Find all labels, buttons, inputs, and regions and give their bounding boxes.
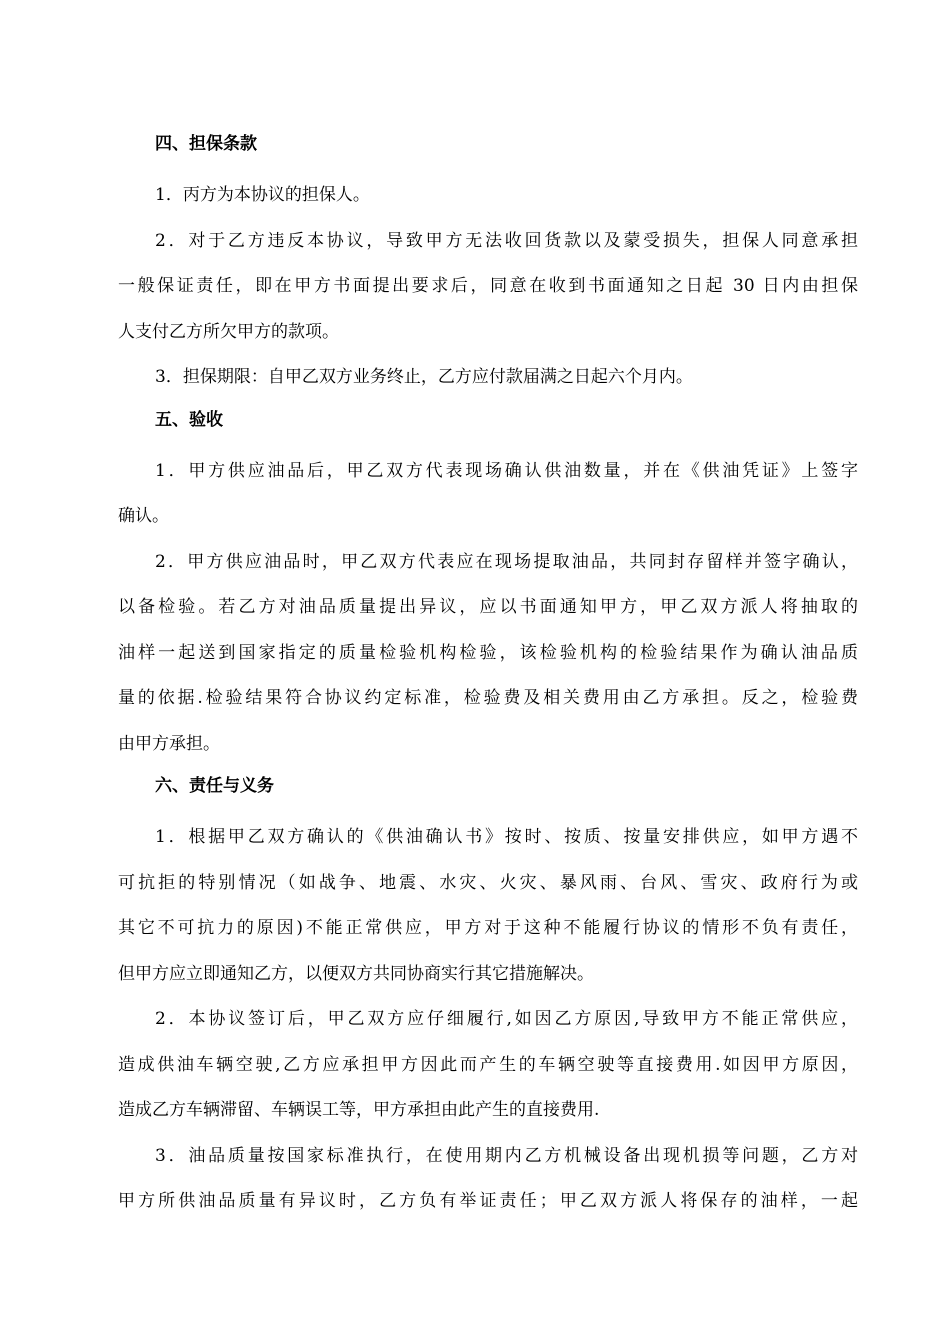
text-line: 一般保证责任，即在甲方书面提出要求后，同意在收到书面通知之日起 30 日内由担保 bbox=[118, 276, 858, 296]
paragraph bbox=[118, 815, 858, 997]
text-line: 确认。 bbox=[118, 506, 169, 526]
section-heading-acceptance: 五、验收 bbox=[155, 409, 223, 430]
text-line: 1．丙方为本协议的担保人。 bbox=[155, 185, 370, 205]
section-heading-guarantee: 四、担保条款 bbox=[155, 134, 257, 154]
text-line: 2．甲方供应油品时，甲乙双方代表应在现场提取油品，共同封存留样并签字确认， bbox=[155, 551, 858, 572]
document-page bbox=[118, 127, 858, 1225]
paragraph bbox=[118, 540, 858, 768]
text-line: 可抗拒的特别情况（如战争、地震、水灾、火灾、暴风雨、台风、雪灾、政府行为或 bbox=[118, 872, 858, 893]
text-line: 2．对于乙方违反本协议，导致甲方无法收回货款以及蒙受损失，担保人同意承担 bbox=[155, 230, 858, 251]
paragraph bbox=[118, 219, 858, 356]
text-line: 量的依据.检验结果符合协议约定标准，检验费及相关费用由乙方承担。反之，检验费 bbox=[118, 688, 858, 708]
text-line: 3．油品质量按国家标准执行，在使用期内乙方机械设备出现机损等问题，乙方对 bbox=[155, 1145, 858, 1166]
paragraph bbox=[118, 997, 858, 1134]
text-line: 油样一起送到国家指定的质量检验机构检验，该检验机构的检验结果作为确认油品质 bbox=[118, 642, 858, 663]
text-line: 造成供油车辆空驶,乙方应承担甲方因此而产生的车辆空驶等直接费用.如因甲方原因， bbox=[118, 1054, 858, 1075]
text-line: 2．本协议签订后，甲乙双方应仔细履行,如因乙方原因,导致甲方不能正常供应， bbox=[155, 1009, 858, 1029]
text-line: 人支付乙方所欠甲方的款项。 bbox=[118, 321, 339, 342]
section-heading-responsibilities: 六、责任与义务 bbox=[155, 776, 274, 796]
text-line: 1．甲方供应油品后，甲乙双方代表现场确认供油数量，并在《供油凭证》上签字 bbox=[155, 460, 858, 481]
text-line: 其它不可抗力的原因)不能正常供应，甲方对于这种不能履行协议的情形不负有责任， bbox=[118, 918, 858, 938]
paragraph bbox=[118, 355, 858, 401]
paragraph bbox=[118, 173, 858, 219]
text-line: 但甲方应立即通知乙方，以便双方共同协商实行其它措施解决。 bbox=[118, 963, 594, 984]
text-line: 由甲方承担。 bbox=[118, 733, 220, 754]
text-line: 3．担保期限：自甲乙双方业务终止，乙方应付款届满之日起六个月内。 bbox=[155, 367, 693, 387]
text-line: 造成乙方车辆滞留、车辆误工等，甲方承担由此产生的直接费用. bbox=[118, 1100, 600, 1120]
text-line: 1．根据甲乙双方确认的《供油确认书》按时、按质、按量安排供应，如甲方遇不 bbox=[155, 827, 858, 847]
text-line: 甲方所供油品质量有异议时，乙方负有举证责任；甲乙双方派人将保存的油样，一起 bbox=[118, 1191, 858, 1211]
paragraph bbox=[118, 1134, 858, 1225]
text-line: 以备检验。若乙方对油品质量提出异议，应以书面通知甲方，甲乙双方派人将抽取的 bbox=[118, 597, 858, 617]
paragraph bbox=[118, 449, 858, 540]
